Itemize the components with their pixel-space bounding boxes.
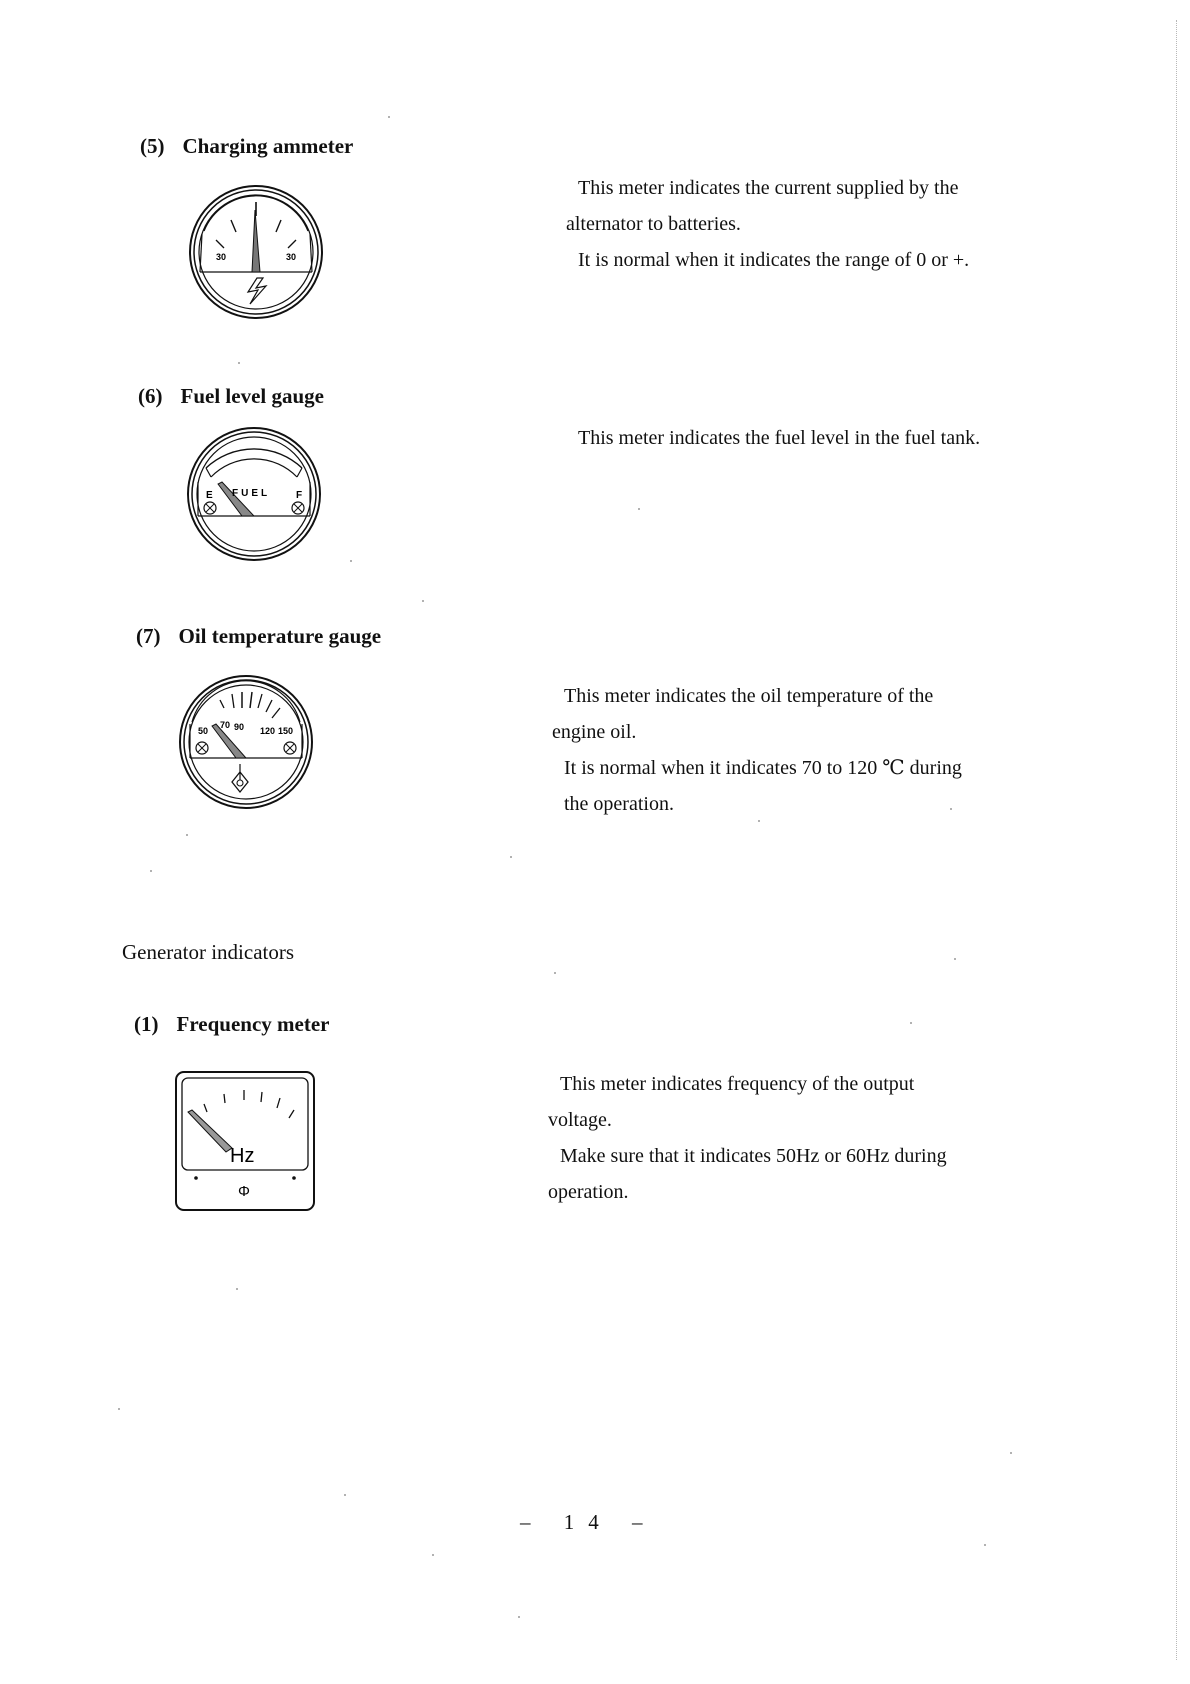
ammeter-line-3: It is normal when it indicates the range of 0 or +. — [578, 249, 970, 271]
frequency-unit-label: Hz — [230, 1145, 255, 1167]
scan-speck — [984, 1544, 986, 1546]
scan-speck — [638, 508, 640, 510]
scan-speck — [118, 1408, 120, 1410]
lightning-bolt-icon — [248, 278, 266, 304]
fuel-title: Fuel level gauge — [180, 384, 324, 408]
scan-speck — [238, 362, 240, 364]
oil-line-3: It is normal when it indicates 70 to 120 ℃ during — [564, 757, 962, 779]
frequency-line-1: This meter indicates frequency of the output — [560, 1073, 915, 1095]
scan-speck — [758, 820, 760, 822]
fuel-right-screw-icon — [292, 502, 304, 514]
oil-label-70: 70 — [220, 720, 231, 730]
scan-speck — [518, 1616, 520, 1618]
scan-speck — [388, 116, 390, 118]
oil-label-150: 150 — [278, 726, 294, 736]
fuel-line-1: This meter indicates the fuel level in the fuel tank. — [578, 427, 981, 449]
ammeter-number: (5) — [140, 134, 165, 158]
oil-right-screw-icon — [284, 742, 296, 754]
thermometer-icon — [232, 764, 248, 792]
oil-label-90: 90 — [234, 722, 245, 732]
scan-speck — [1010, 1452, 1012, 1454]
ammeter-left-label: 30 — [216, 252, 227, 262]
fuel-description — [566, 420, 980, 456]
frequency-number: (1) — [134, 1012, 159, 1036]
oil-label-120: 120 — [260, 726, 276, 736]
generator-indicators-heading: Generator indicators — [122, 940, 295, 964]
oil-gauge-illustration — [176, 672, 316, 812]
frequency-line-4: operation. — [548, 1181, 629, 1203]
scan-speck — [432, 1554, 434, 1556]
frequency-heading — [134, 1012, 329, 1037]
scan-speck — [422, 600, 424, 602]
ammeter-right-label: 30 — [286, 252, 297, 262]
scan-speck — [510, 856, 512, 858]
oil-number: (7) — [136, 624, 161, 648]
oil-title: Oil temperature gauge — [178, 624, 382, 648]
fuel-heading — [138, 384, 324, 409]
frequency-line-3: Make sure that it indicates 50Hz or 60Hz during — [560, 1145, 947, 1167]
fuel-gauge-illustration — [184, 424, 324, 564]
ammeter-title: Charging ammeter — [182, 134, 354, 158]
ammeter-heading — [140, 134, 353, 159]
scan-speck — [186, 834, 188, 836]
frequency-meter-illustration — [174, 1070, 320, 1214]
oil-line-2: engine oil. — [552, 721, 637, 743]
frequency-title: Frequency meter — [176, 1012, 330, 1036]
fuel-left-screw-icon — [204, 502, 216, 514]
frequency-description — [548, 1066, 947, 1210]
fuel-full-label: F — [296, 490, 303, 501]
scan-speck — [344, 1494, 346, 1496]
fuel-number: (6) — [138, 384, 163, 408]
fuel-word-label: FUEL — [232, 488, 271, 499]
fuel-empty-label: E — [206, 490, 213, 501]
scan-edge-rule — [1176, 20, 1177, 1660]
scan-speck — [236, 1288, 238, 1290]
ammeter-line-1: This meter indicates the current supplied by the — [578, 177, 959, 199]
oil-line-4: the operation. — [564, 793, 674, 815]
oil-description — [552, 678, 962, 822]
oil-label-50: 50 — [198, 726, 209, 736]
frequency-line-2: voltage. — [548, 1109, 612, 1131]
scan-speck — [950, 808, 952, 810]
oil-heading — [136, 624, 381, 649]
oil-line-1: This meter indicates the oil temperature of the — [564, 685, 934, 707]
scan-speck — [554, 972, 556, 974]
scan-speck — [910, 1022, 912, 1024]
ammeter-description — [566, 170, 969, 278]
scan-speck — [954, 958, 956, 960]
ammeter-line-2: alternator to batteries. — [566, 213, 741, 235]
page-number: – 14 – — [520, 1510, 657, 1534]
oil-left-screw-icon — [196, 742, 208, 754]
frequency-phase-symbol: Φ — [238, 1183, 250, 1200]
scan-speck — [150, 870, 152, 872]
ammeter-gauge-illustration — [186, 182, 326, 322]
scan-speck — [350, 560, 352, 562]
